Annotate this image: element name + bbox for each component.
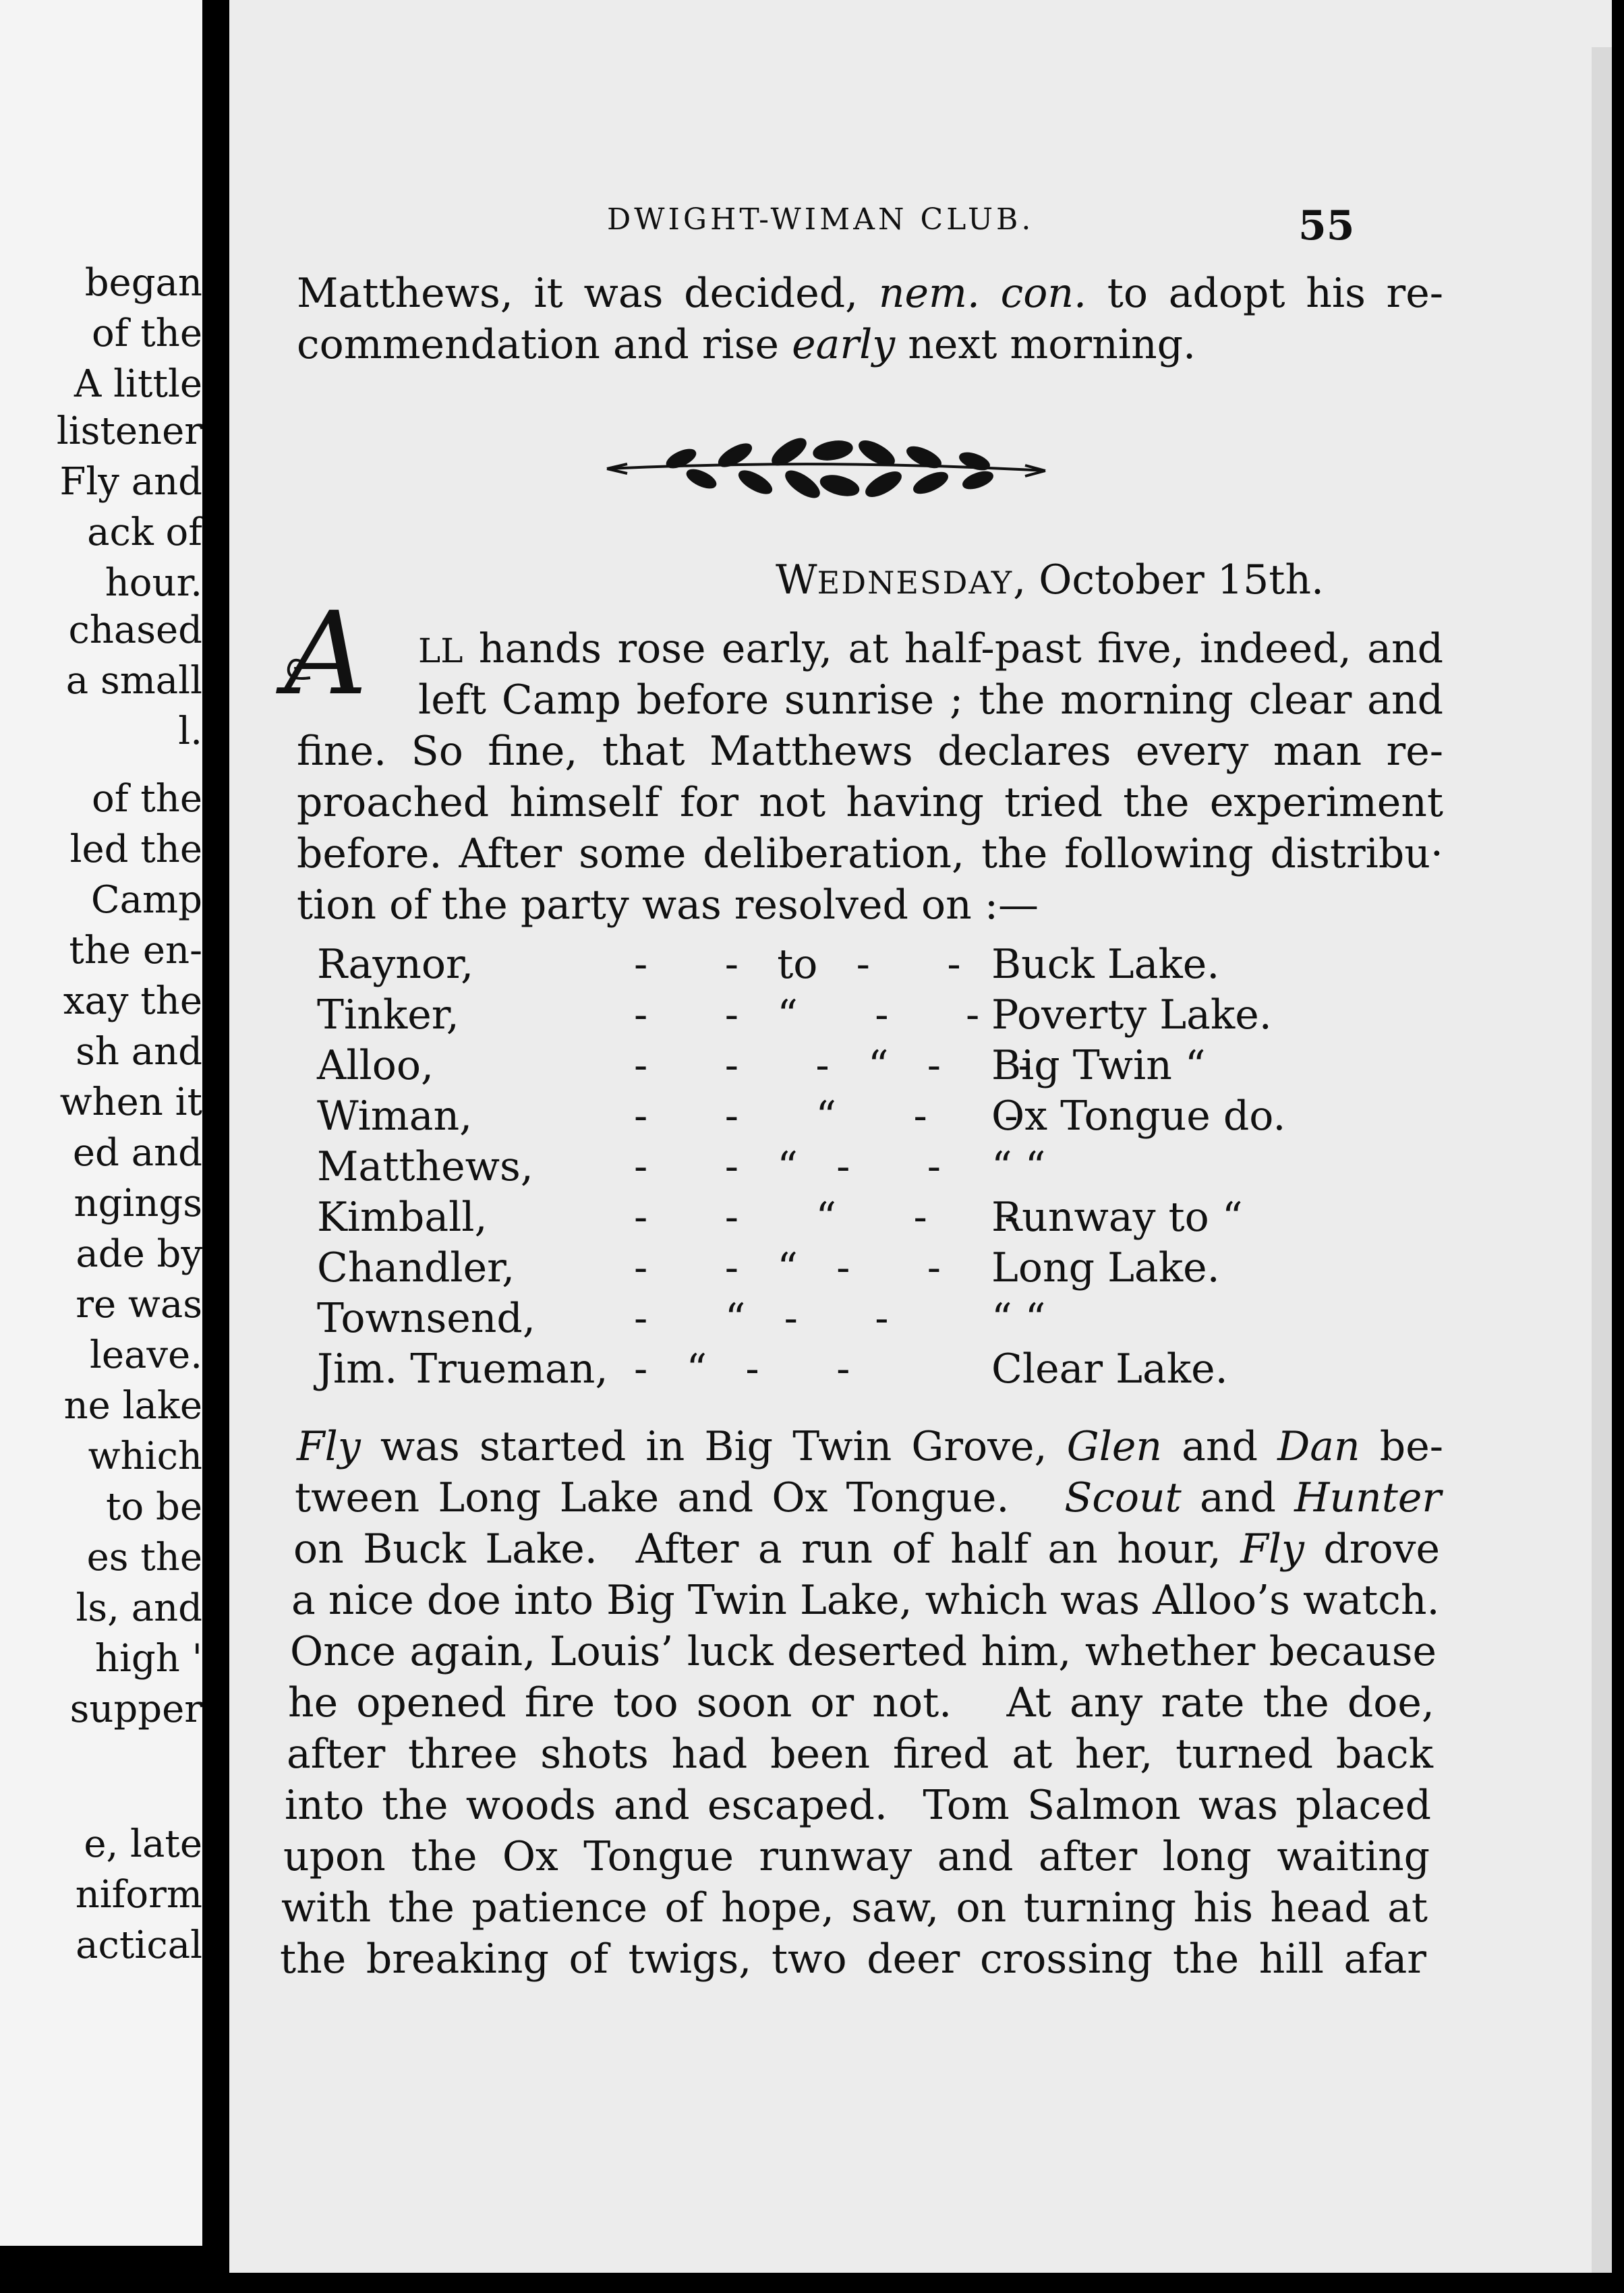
facing-page-line: high ' xyxy=(94,1637,202,1681)
lead-caps: LL xyxy=(418,631,463,670)
facing-page-line: Fly and xyxy=(59,460,202,504)
text-run: on Buck Lake. After a run of half an hour, xyxy=(293,1526,1241,1573)
text-run: tween Long Lake and Ox Tongue. xyxy=(295,1474,1065,1521)
text-run: and xyxy=(1162,1423,1278,1470)
party-member: Tinker, xyxy=(317,991,459,1039)
leader-dots: - “ - - xyxy=(634,1345,850,1393)
party-member: Townsend, xyxy=(317,1295,535,1342)
facing-page-line: to be xyxy=(105,1485,202,1529)
distribution-row xyxy=(317,1143,1531,1192)
text-line-p2 xyxy=(291,1577,1438,1624)
facing-page-line: ed and xyxy=(72,1131,202,1175)
facing-page-line: ack of xyxy=(87,511,202,554)
facing-page-line: hour. xyxy=(105,561,202,605)
text-line-p1-5: before. After some deliberation, the following distribu· xyxy=(297,830,1443,877)
facing-page-line: sh and xyxy=(76,1030,202,1074)
text-line-p1-1 xyxy=(418,625,1443,674)
dateline-initial: W xyxy=(776,556,817,604)
assigned-station: Big Twin “ xyxy=(991,1042,1206,1089)
facing-page-line: actical xyxy=(76,1923,202,1967)
facing-page-fragment xyxy=(0,0,202,2246)
text-line-p2 xyxy=(283,1833,1430,1880)
assigned-station: Poverty Lake. xyxy=(991,991,1272,1039)
distribution-row xyxy=(317,1093,1531,1141)
assigned-station: Ox Tongue do. xyxy=(991,1093,1286,1140)
dateline xyxy=(776,556,1324,604)
assigned-station: “ “ xyxy=(991,1295,1046,1342)
facing-page-line: led the xyxy=(69,828,202,871)
facing-page-line: xay the xyxy=(63,979,202,1023)
assigned-station: Clear Lake. xyxy=(991,1345,1228,1393)
facing-page-line: chased xyxy=(68,608,202,652)
dog-name: Hunter xyxy=(1294,1474,1442,1521)
text-run: with the patience of hope, saw, on turning his head at xyxy=(281,1884,1428,1932)
assigned-station: Buck Lake. xyxy=(991,941,1220,988)
drop-cap: A xyxy=(285,587,368,721)
text-line-p2 xyxy=(285,1782,1431,1829)
text-run: be- xyxy=(1360,1423,1443,1470)
dog-name: Scout xyxy=(1064,1474,1182,1521)
party-member: Raynor, xyxy=(317,941,474,988)
text-run: next morning. xyxy=(895,321,1196,368)
party-member: Kimball, xyxy=(317,1194,488,1241)
leader-dots: - - to - - xyxy=(634,941,961,988)
facing-page-line: when it xyxy=(59,1080,202,1124)
facing-page-line: e, late xyxy=(84,1822,202,1866)
leader-dots: - - “ - - xyxy=(634,1143,941,1190)
leader-dots: - - “ - - xyxy=(634,1093,1018,1140)
text-line-p2 xyxy=(288,1679,1434,1726)
book-page xyxy=(229,0,1612,2273)
text-line-opening-1 xyxy=(297,270,1443,317)
facing-page-line: supper xyxy=(69,1687,202,1731)
facing-page-line: which xyxy=(88,1434,202,1478)
facing-page-line: the en- xyxy=(69,929,202,973)
facing-page-line: Camp xyxy=(90,878,202,922)
assigned-station: “ “ xyxy=(991,1143,1046,1190)
dog-name: Fly xyxy=(1240,1526,1304,1573)
facing-page-line: listener xyxy=(56,409,202,453)
facing-page-line: a small xyxy=(65,659,202,703)
leader-dots: - - - “ - - xyxy=(634,1042,1032,1089)
distribution-row xyxy=(317,941,1531,989)
text-run: a nice doe into Big Twin Lake, which was Alloo’s watch. xyxy=(291,1577,1440,1624)
facing-page-line: of the xyxy=(92,777,202,821)
book-gutter xyxy=(202,0,229,2293)
text-run: the breaking of twigs, two deer crossing the hill afar xyxy=(280,1936,1426,1983)
facing-page-line: of the xyxy=(92,312,202,355)
text-run: Matthews, it was decided, xyxy=(297,270,879,317)
dog-name: Glen xyxy=(1066,1423,1163,1470)
italic-text: early xyxy=(792,321,896,368)
text-line-p2 xyxy=(295,1474,1441,1521)
facing-page-line: A little xyxy=(74,362,202,406)
facing-page-line: l. xyxy=(178,709,202,753)
text-line-p1-4: proached himself for not having tried the experiment xyxy=(297,779,1443,826)
facing-page-line: es the xyxy=(86,1536,202,1579)
text-line-p2 xyxy=(287,1731,1433,1778)
distribution-row xyxy=(317,1345,1531,1394)
facing-page-line: ne lake xyxy=(63,1384,202,1428)
assigned-station: Runway to “ xyxy=(991,1194,1243,1241)
text-run: was started in Big Twin Grove, xyxy=(360,1423,1067,1470)
page-number: 55 xyxy=(1298,202,1355,250)
distribution-row xyxy=(317,1244,1531,1293)
drop-cap-swirl-icon xyxy=(283,651,317,685)
text-run: commendation and rise xyxy=(297,321,792,368)
text-run: Once again, Louis’ luck deserted him, whether because xyxy=(290,1628,1437,1675)
party-member: Wiman, xyxy=(317,1093,473,1140)
text-line-p1-6: tion of the party was resolved on :— xyxy=(297,881,1039,929)
leaf-ornament-icon xyxy=(600,432,1052,499)
dateline-day: EDNESDAY xyxy=(817,564,1014,601)
facing-page-line: ls, and xyxy=(76,1586,202,1630)
distribution-row xyxy=(317,1194,1531,1242)
page-edge xyxy=(1592,47,1612,2273)
facing-page-line: niform xyxy=(75,1873,202,1917)
dateline-date: , October 15th. xyxy=(1013,556,1325,604)
p1-line-1-text: hands rose early, at half-past five, indeed, and xyxy=(463,625,1443,672)
text-line-p1-3: fine. So fine, that Matthews declares every man re- xyxy=(297,728,1443,775)
text-run: he opened fire too soon or not. At any rate the doe, xyxy=(288,1679,1434,1726)
text-line-p2 xyxy=(280,1936,1426,1983)
text-line-p2 xyxy=(281,1884,1428,1932)
dog-name: Dan xyxy=(1277,1423,1360,1470)
party-member: Alloo, xyxy=(317,1042,434,1089)
text-run: into the woods and escaped. Tom Salmon was placed xyxy=(285,1782,1431,1829)
facing-page-line: leave. xyxy=(89,1333,202,1377)
leader-dots: - - “ - - xyxy=(634,1244,941,1291)
dog-name: Fly xyxy=(297,1423,361,1470)
text-run: after three shots had been fired at her, turned back xyxy=(287,1731,1433,1778)
party-member: Jim. Trueman, xyxy=(317,1345,608,1393)
text-line-p1-2: left Camp before sunrise ; the morning clear and xyxy=(418,676,1443,724)
text-run: and xyxy=(1181,1474,1295,1521)
assigned-station: Long Lake. xyxy=(991,1244,1220,1291)
facing-page-line: began xyxy=(84,261,202,305)
text-line-opening-2 xyxy=(297,321,1443,368)
text-line-p2 xyxy=(297,1423,1443,1470)
party-member: Matthews, xyxy=(317,1143,533,1190)
text-line-p2 xyxy=(293,1526,1440,1573)
text-line-p2 xyxy=(290,1628,1437,1675)
leader-dots: - “ - - xyxy=(634,1295,889,1342)
text-run: drove xyxy=(1304,1526,1440,1573)
facing-page-line: re was xyxy=(76,1283,202,1327)
distribution-row xyxy=(317,1295,1531,1343)
party-member: Chandler, xyxy=(317,1244,515,1291)
text-run: upon the Ox Tongue runway and after long waiting xyxy=(283,1833,1430,1880)
italic-text: nem. con. xyxy=(878,270,1087,317)
distribution-row xyxy=(317,991,1531,1040)
leader-dots: - - “ - - xyxy=(634,991,980,1039)
facing-page-line: ngings xyxy=(74,1182,202,1225)
facing-page-line: ade by xyxy=(76,1232,202,1276)
distribution-row xyxy=(317,1042,1531,1091)
leader-dots: - - “ - - xyxy=(634,1194,1018,1241)
running-title: DWIGHT-WIMAN CLUB. xyxy=(607,202,1035,237)
text-run: to adopt his re- xyxy=(1086,270,1444,317)
